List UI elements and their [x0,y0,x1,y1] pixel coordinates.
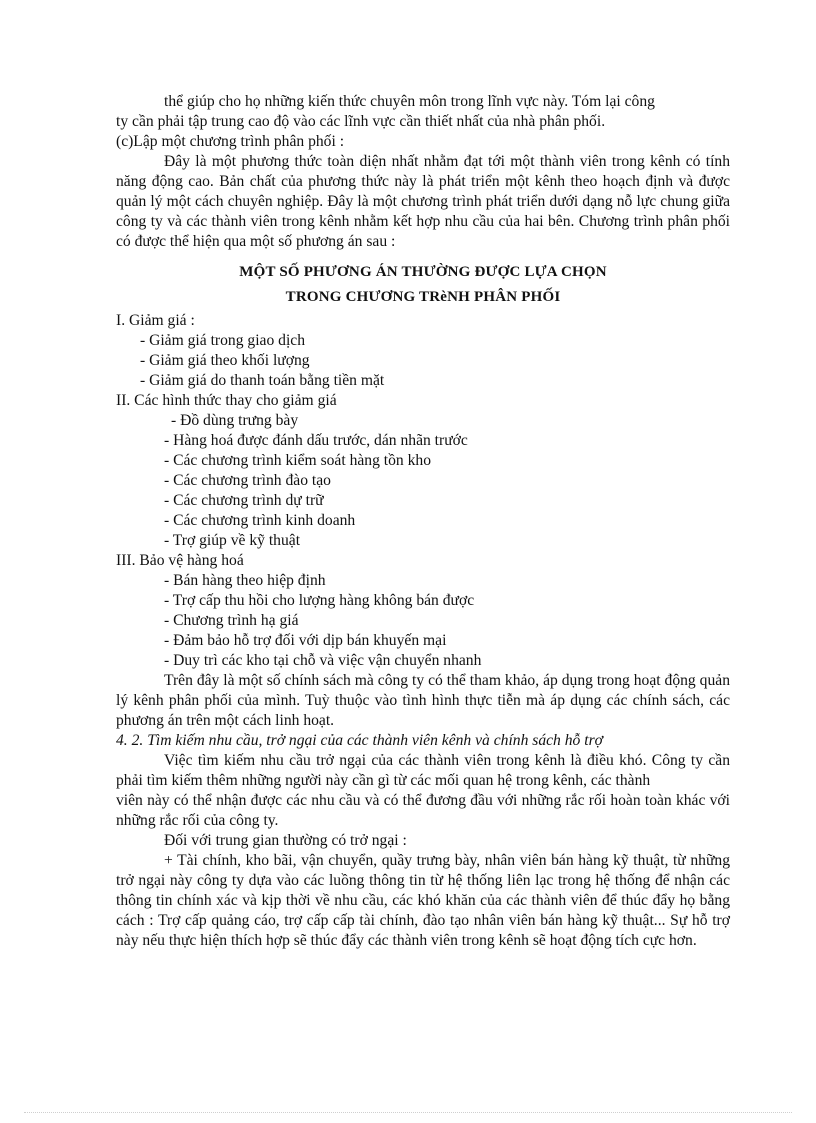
paragraph-needs-continuation: viên này có thể nhận được các nhu cầu và có thể đương đầu với những rắc rối hoàn toàn khác với những rắc rối của công ty. [116,792,730,829]
list-item: - Các chương trình kiểm soát hàng tồn kho [164,452,432,469]
list-item: - Trợ giúp về kỹ thuật [164,532,301,549]
list-item: - Bán hàng theo hiệp định [164,572,326,589]
paragraph-support-policy: + Tài chính, kho bãi, vận chuyển, quầy trưng bày, nhân viên bán hàng kỹ thuật, từ những trở ngại này công ty dựa vào các luồng thông tin từ hệ thống liên lạc trong hệ thống để nhận các thông tin chính xác và kịp thời về nhu cầu, các khó khăn của các thành viên để thúc đẩy họ bằng cách : Trợ cấp quảng cáo, trợ cấp cấp tài chính, đào tạo nhân viên bán hàng kỹ thuật... Sự hỗ trợ này nếu thực hiện thích hợp sẽ thúc đẩy các thành viên trong kênh sẽ hoạt động tích cực hơn. [116,852,730,949]
paragraph-continuation-line2: ty cần phải tập trung cao độ vào các lĩnh vực cần thiết nhất của nhà phân phối. [116,113,606,130]
paragraph-intermediary-obstacles: Đối với trung gian thường có trở ngại : [164,832,407,849]
subheading-distribution-program: (c)Lập một chương trình phân phối : [116,133,345,150]
list-item: - Giảm giá trong giao dịch [140,332,305,349]
document-page [116,92,730,951]
paragraph-distribution-program: Đây là một phương thức toàn diện nhất nhằm đạt tới một thành viên trong kênh có tính năng động cao. Bản chất của phương thức này là phát triển một kênh theo hoạch định và được quản lý một cách chuyên nghiệp. Đây là một chương trình phát triển dưới dạng nỗ lực chung giữa công ty và các thành viên trong kênh nhằm kết hợp nhu cầu của hai bên. Chương trình phân phối có được thể hiện qua một số phương án sau : [116,153,730,250]
heading-line1: MỘT SỐ PHƯƠNG ÁN THƯỜNG ĐƯỢC LỰA CHỌN [239,264,607,280]
paragraph-needs-search: Việc tìm kiếm nhu cầu trở ngại của các thành viên trong kênh là điều khó. Công ty cần phải tìm kiếm thêm những người này cần gì từ các mối quan hệ trong kênh, các thành [116,752,730,789]
list-item: - Đảm bảo hỗ trợ đối với dịp bán khuyến mại [164,632,447,649]
list-item: - Chương trình hạ giá [164,612,299,629]
list-item: - Trợ cấp thu hồi cho lượng hàng không bán được [164,592,475,609]
list-item: - Các chương trình dự trữ [164,492,324,509]
section-title-4-2: 4. 2. Tìm kiếm nhu cầu, trở ngại của các thành viên kênh và chính sách hỗ trợ [116,732,603,749]
list-section-title: I. Giảm giá : [116,312,195,329]
page-bottom-rule [24,1112,792,1113]
list-item: - Các chương trình đào tạo [164,472,331,489]
list-item: - Đồ dùng trưng bày [171,412,299,429]
list-item: - Hàng hoá được đánh dấu trước, dán nhãn trước [164,432,468,449]
heading-line2: TRONG CHƯƠNG TRèNH PHÂN PHỐI [285,289,561,305]
list-item: - Duy trì các kho tại chỗ và việc vận chuyển nhanh [164,652,482,669]
list-section-title: III. Bảo vệ hàng hoá [116,552,244,569]
list-section-title: II. Các hình thức thay cho giảm giá [116,392,337,409]
paragraph-continuation-line1: thể giúp cho họ những kiến thức chuyên môn trong lĩnh vực này. Tóm lại công [164,93,655,110]
list-item: - Giảm giá theo khối lượng [140,352,310,369]
list-item: - Các chương trình kinh doanh [164,512,356,529]
paragraph-closing: Trên đây là một số chính sách mà công ty có thể tham khảo, áp dụng trong hoạt động quản lý kênh phân phối của mình. Tuỳ thuộc vào tình hình thực tiễn mà áp dụng các chính sách, các phương án trên một cách linh hoạt. [116,672,730,729]
list-item: - Giảm giá do thanh toán bằng tiền mặt [140,372,385,389]
